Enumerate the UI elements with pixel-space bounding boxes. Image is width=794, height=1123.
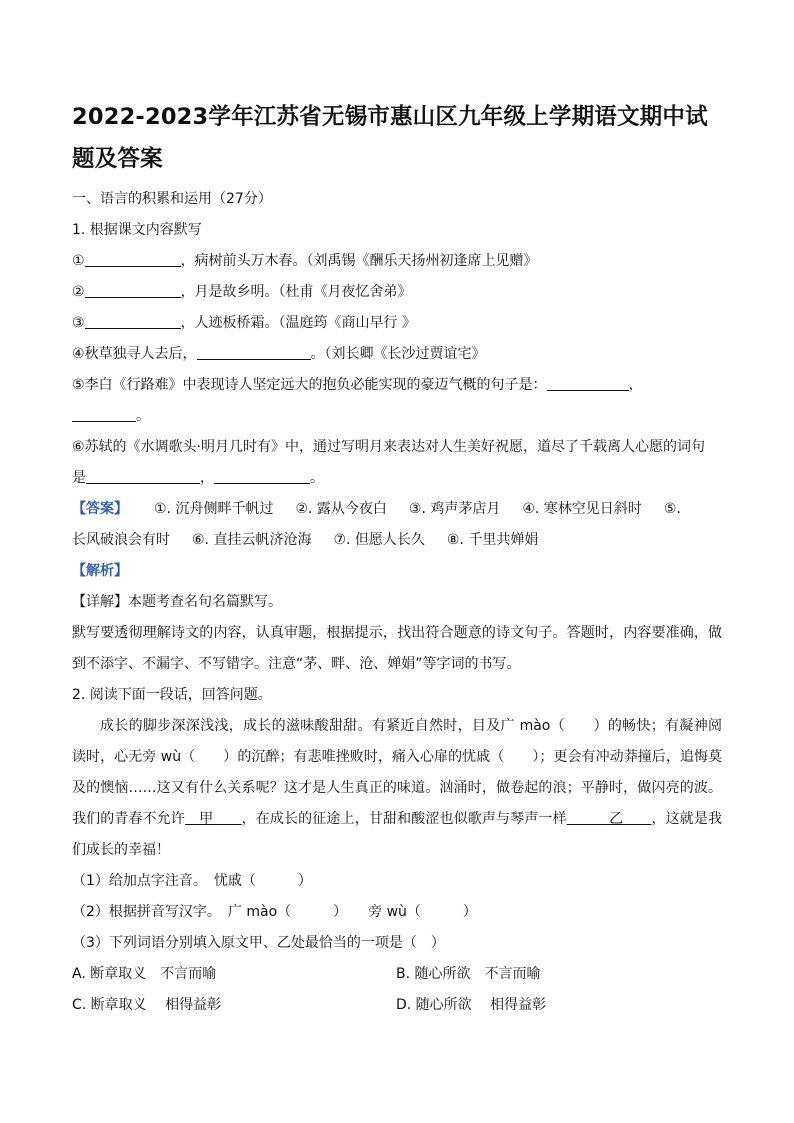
line-text: 。（刘长卿《长沙过贾谊宅》 (310, 346, 486, 362)
answer-blank[interactable] (72, 407, 136, 422)
document-page (72, 96, 722, 1021)
answer-item: ⑦. 但愿人长久 (333, 532, 425, 548)
options-row-2 (72, 990, 722, 1021)
document-title: 2022-2023学年江苏省无锡市惠山区九年级上学期语文期中试题及答案 (72, 104, 708, 172)
section-heading: 一、语言的积累和运用（27分） (72, 191, 272, 207)
question-1-prompt: 1. 根据课文内容默写 (72, 222, 202, 238)
blank-yi: ＿＿＿乙＿＿ (566, 811, 652, 827)
answer-line-2 (72, 525, 722, 556)
line-number: ② (72, 284, 85, 300)
option-c[interactable]: C. 断章取义 相得益彰 (72, 997, 222, 1013)
answer-item: ①. 沉舟侧畔千帆过 (154, 501, 274, 517)
line-text: ， (200, 470, 214, 486)
answer-item: ⑧. 千里共婵娟 (446, 532, 539, 548)
line-text: ，人迹板桥霜。（温庭筠《商山早行 》 (180, 315, 417, 331)
analysis-tag-line (72, 556, 722, 587)
recite-line-5-cont (72, 401, 722, 432)
recite-line-6-cont (72, 463, 722, 494)
analysis-detail: 【详解】本题考查名句名篇默写。 (72, 594, 282, 610)
analysis-tag: 【解析】 (72, 563, 128, 579)
question-2-prompt: 2. 阅读下面一段话，回答问题。 (72, 687, 272, 703)
sub-question-3: （3）下列词语分别填入原文甲、乙处最恰当的一项是（ ） (72, 935, 445, 951)
sub-question-2: （2）根据拼音写汉字。 广 mào（ ） 旁 wù（ ） (72, 904, 477, 920)
option-a[interactable]: A. 断章取义 不言而喻 (72, 966, 217, 982)
line-text: ，病树前头万木春。（刘禹锡《酬乐天扬州初逢席上见赠》 (180, 253, 538, 269)
answer-line-1 (72, 494, 722, 525)
line-text: 。 (136, 408, 150, 424)
passage-text: ，这就是我们成长的幸福！ (72, 811, 723, 858)
recite-line-5 (72, 370, 722, 401)
sub-question-1: （1）给加点字注音。 忧戚（ ） (72, 873, 312, 889)
recite-line-3 (72, 308, 722, 339)
answer-blank[interactable] (214, 469, 310, 484)
blank-jia: ＿甲＿＿ (185, 811, 242, 827)
line-text: ， (628, 377, 643, 393)
answer-item: ⑤. (663, 501, 681, 517)
answer-blank[interactable] (85, 314, 181, 329)
answer-item: ②. 露从今夜白 (295, 501, 387, 517)
line-text: ，月是故乡明。（杜甫《月夜忆舍弟》 (180, 284, 412, 300)
option-b[interactable]: B. 随心所欲 不言而喻 (396, 966, 541, 982)
answer-item: ④. 寒林空见日斜时 (522, 501, 642, 517)
line-number: ① (72, 253, 85, 269)
answer-blank[interactable] (547, 376, 629, 391)
passage-text: ，在成长的征途上，甘甜和酸涩也似歌声与琴声一样 (241, 811, 567, 827)
answer-item: 长风破浪会有时 (72, 532, 170, 548)
option-d[interactable]: D. 随心所欲 相得益彰 (396, 997, 547, 1013)
answer-item: ③. 鸡声茅店月 (408, 501, 501, 517)
recite-line-1 (72, 246, 722, 277)
answer-blank[interactable] (197, 345, 311, 360)
recite-line-6: ⑥苏轼的《水调歌头·明月几时有》中，通过写明月来表达对人生美好祝愿，道尽了千载离人心愿的词句 (72, 439, 705, 455)
answer-item: ⑥. 直挂云帆济沧海 (192, 532, 312, 548)
line-text: ④秋草独寻人去后， (72, 346, 197, 362)
recite-line-4 (72, 339, 722, 370)
answer-tag: 【答案】 (72, 501, 128, 517)
recite-line-2 (72, 277, 722, 308)
line-text: 。 (310, 470, 324, 486)
answer-blank[interactable] (85, 252, 181, 267)
line-number: ③ (72, 315, 85, 331)
answer-blank[interactable] (86, 469, 200, 484)
line-text: ⑤李白《行路难》中表现诗人坚定远大的抱负必能实现的豪迈气概的句子是： (72, 377, 547, 393)
passage-text: 成长的脚步深深浅浅，成长的滋味酸甜甜。有紧近自然时，目及广 mào（ ）的畅快；有凝神阅读时，心无旁 wù（ ）的沉醉；有悲唯挫败时，痛入心扉的忧戚（ ）；更会有冲动莽撞后，追悔莫及的懊恼……这又有什么关系呢？这才是人生真正的味道。汹涌时，做卷起的浪；平静时，做闪亮的波。我们的青春不允许 (72, 718, 722, 827)
answer-blank[interactable] (85, 283, 181, 298)
line-text: 是 (72, 470, 86, 486)
reading-passage (72, 711, 722, 866)
options-row-1 (72, 959, 722, 990)
analysis-paragraph: 默写要透彻理解诗文的内容，认真审题，根据提示，找出符合题意的诗文句子。答题时，内容要准确，做到不添字、不漏字、不写错字。注意“茅、畔、沧、婵娟”等字词的书写。 (72, 625, 722, 672)
